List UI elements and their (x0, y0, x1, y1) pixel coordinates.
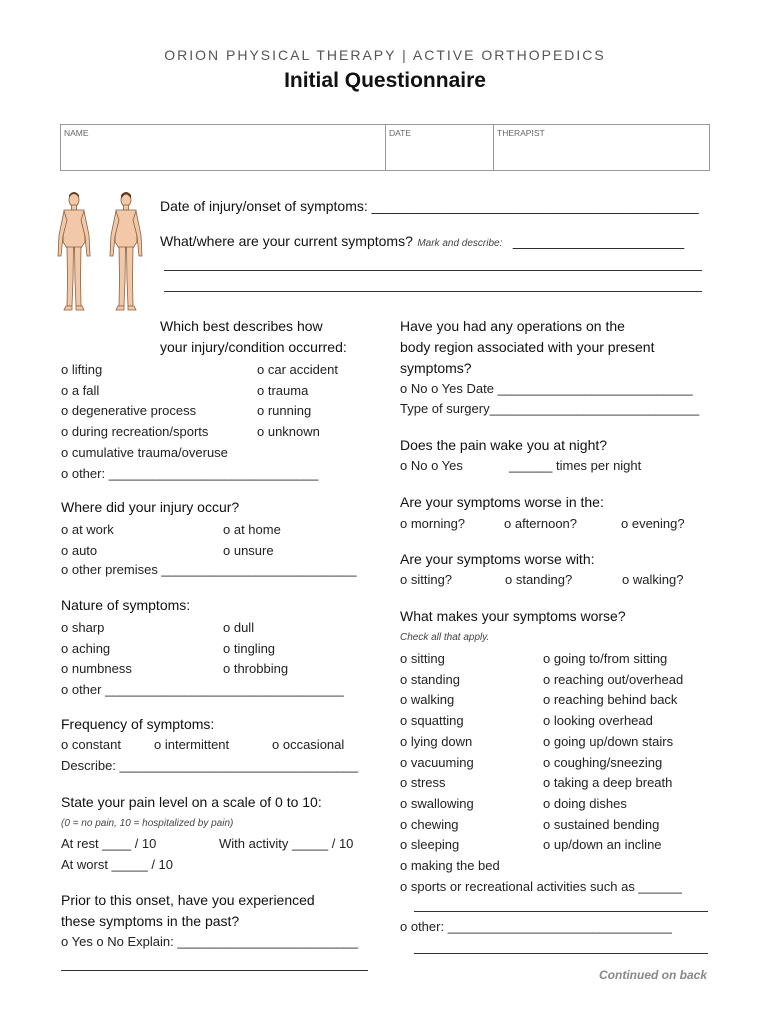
makes-worse-option[interactable]: o doing dishes (543, 795, 627, 811)
makes-worse-option[interactable]: o vacuuming (400, 754, 474, 770)
nature-options-left (61, 618, 344, 701)
operations-question (400, 316, 654, 379)
operations-question-line: body region associated with your present (400, 339, 655, 355)
patient-info-box (60, 124, 710, 171)
frequency-option[interactable]: o occasional (272, 737, 345, 752)
page-title: Initial Questionnaire (284, 69, 486, 92)
worse-time-question: Are your symptoms worse in the: (400, 494, 604, 510)
occurred-option[interactable]: o lifting (61, 362, 103, 377)
makes-worse-option[interactable]: o making the bed (400, 858, 500, 874)
makes-worse-option[interactable]: o sitting (400, 651, 445, 666)
prior-question (61, 890, 315, 932)
nature-option[interactable]: o numbness (61, 661, 132, 677)
occurred-option[interactable]: o a fall (61, 382, 100, 398)
where-option[interactable]: o at work (61, 522, 114, 537)
makes-worse-option[interactable]: o taking a deep breath (543, 775, 673, 791)
nature-question: Nature of symptoms: (61, 597, 191, 613)
pain-at-worst[interactable]: At worst _____ / 10 (61, 857, 174, 872)
worse-with-question: Are your symptoms worse with: (400, 551, 595, 567)
worse-time-option[interactable]: o afternoon? (504, 516, 578, 531)
therapist-label: THERAPIST (497, 128, 545, 138)
nature-option-other[interactable]: o other _________________________________ (61, 682, 344, 698)
pain-scale-note: (0 = no pain, 10 = hospitalized by pain) (61, 818, 234, 829)
date-field[interactable] (386, 125, 494, 170)
organization-header: ORION PHYSICAL THERAPY | ACTIVE ORTHOPEDICS (164, 47, 606, 63)
makes-worse-option-other[interactable]: o other: _______________________________ (400, 919, 672, 934)
operations-question-line: symptoms? (400, 360, 472, 376)
body-diagram[interactable] (52, 190, 152, 320)
frequency-describe[interactable]: Describe: _________________________________ (61, 758, 359, 773)
makes-worse-option[interactable]: o going to/from sitting (543, 651, 668, 666)
occurred-options-right (257, 360, 338, 443)
frequency-question: Frequency of symptoms: (61, 716, 215, 732)
night-question: Does the pain wake you at night? (400, 437, 608, 453)
operations-question-line: Have you had any operations on the (400, 318, 625, 334)
makes-worse-option[interactable]: o sleeping (400, 837, 460, 853)
worse-time-option[interactable]: o morning? (400, 516, 466, 531)
nature-option[interactable]: o throbbing (223, 661, 289, 677)
prior-answer[interactable]: o Yes o No Explain: _________________________ (61, 934, 359, 949)
answer-line[interactable] (414, 953, 708, 954)
operations-answer[interactable]: o No o Yes Date ___________________________ (400, 381, 693, 396)
makes-worse-option[interactable]: o standing (400, 671, 460, 687)
occurred-question (160, 316, 347, 358)
nature-option[interactable]: o dull (223, 620, 255, 635)
back-body-figure (110, 194, 142, 311)
worse-with-option[interactable]: o standing? (505, 572, 573, 587)
occurred-option[interactable]: o trauma (257, 382, 309, 398)
current-symptoms-row (160, 233, 684, 251)
pain-at-rest[interactable]: At rest ____ / 10 (61, 836, 157, 851)
makes-worse-option-sports[interactable]: o sports or recreational activities such as ______ (400, 878, 682, 894)
night-answer[interactable]: o No o Yes (400, 458, 463, 473)
current-symptoms-blank[interactable]: ______________________ (512, 233, 685, 249)
makes-worse-option[interactable]: o looking overhead (543, 713, 653, 729)
where-options-right (223, 520, 281, 561)
occurred-option-other[interactable]: o other: _____________________________ (61, 465, 319, 481)
occurred-option[interactable]: o car accident (257, 362, 338, 377)
prior-question-line: Prior to this onset, have you experienced (61, 892, 315, 908)
nature-option[interactable]: o tingling (223, 640, 276, 656)
makes-worse-option[interactable]: o coughing/sneezing (543, 754, 663, 770)
onset-question: Date of injury/onset of symptoms: __________________________________________ (160, 198, 699, 214)
makes-worse-options-right (543, 649, 683, 856)
nature-option[interactable]: o aching (61, 640, 111, 656)
check-all-note: Check all that apply. (400, 632, 490, 643)
frequency-option[interactable]: o intermittent (154, 737, 230, 752)
where-option-other[interactable]: o other premises ___________________________ (61, 562, 357, 577)
where-question: Where did your injury occur? (61, 499, 240, 515)
makes-worse-option[interactable]: o going up/down stairs (543, 733, 674, 749)
where-option[interactable]: o at home (223, 522, 281, 537)
name-field[interactable] (61, 125, 386, 170)
prior-question-line: these symptoms in the past? (61, 913, 240, 929)
current-symptoms-hint: Mark and describe: (417, 238, 503, 249)
current-symptoms-question: What/where are your current symptoms? (160, 233, 413, 249)
occurred-option[interactable]: o cumulative trauma/overuse (61, 444, 228, 460)
pain-question: State your pain level on a scale of 0 to 10: (61, 794, 322, 810)
worse-with-option[interactable]: o sitting? (400, 572, 453, 587)
nature-option[interactable]: o sharp (61, 620, 105, 635)
continued-on-back: Continued on back (599, 968, 707, 982)
date-label: DATE (389, 128, 412, 138)
frequency-option[interactable]: o constant (61, 737, 121, 752)
answer-line[interactable] (164, 270, 702, 271)
makes-worse-option[interactable]: o lying down (400, 733, 473, 749)
name-label: NAME (64, 128, 89, 138)
makes-worse-option[interactable]: o squatting (400, 713, 464, 729)
where-option[interactable]: o auto (61, 542, 98, 558)
nature-options-right (223, 618, 288, 680)
occurred-option[interactable]: o degenerative process (61, 403, 197, 419)
occurred-question-line: Which best describes how (160, 318, 323, 334)
front-body-figure (58, 194, 90, 311)
worse-time-option[interactable]: o evening? (621, 516, 685, 531)
night-times[interactable]: ______ times per night (509, 458, 642, 473)
makes-worse-option[interactable]: o reaching behind back (543, 692, 678, 708)
worse-with-option[interactable]: o walking? (622, 572, 684, 587)
answer-line[interactable] (414, 911, 708, 912)
surgery-type[interactable]: Type of surgery_____________________________ (400, 401, 700, 416)
pain-with-activity[interactable]: With activity _____ / 10 (219, 836, 354, 851)
occurred-question-line: your injury/condition occurred: (160, 339, 347, 355)
makes-worse-option[interactable]: o reaching out/overhead (543, 671, 684, 687)
answer-line[interactable] (164, 291, 702, 292)
occurred-option[interactable]: o running (257, 403, 312, 419)
makes-worse-option[interactable]: o up/down an incline (543, 837, 662, 853)
where-options-left (61, 520, 114, 561)
makes-worse-option[interactable]: o swallowing (400, 795, 474, 811)
makes-worse-option[interactable]: o walking (400, 692, 455, 708)
answer-line[interactable] (61, 970, 368, 971)
makes-worse-question: What makes your symptoms worse? (400, 608, 626, 624)
where-option[interactable]: o unsure (223, 542, 274, 558)
occurred-option[interactable]: o unknown (257, 424, 320, 440)
makes-worse-option[interactable]: o stress (400, 775, 446, 791)
makes-worse-option[interactable]: o chewing (400, 816, 459, 832)
occurred-option[interactable]: o during recreation/sports (61, 424, 209, 440)
makes-worse-option[interactable]: o sustained bending (543, 816, 660, 832)
therapist-field[interactable] (494, 125, 711, 170)
